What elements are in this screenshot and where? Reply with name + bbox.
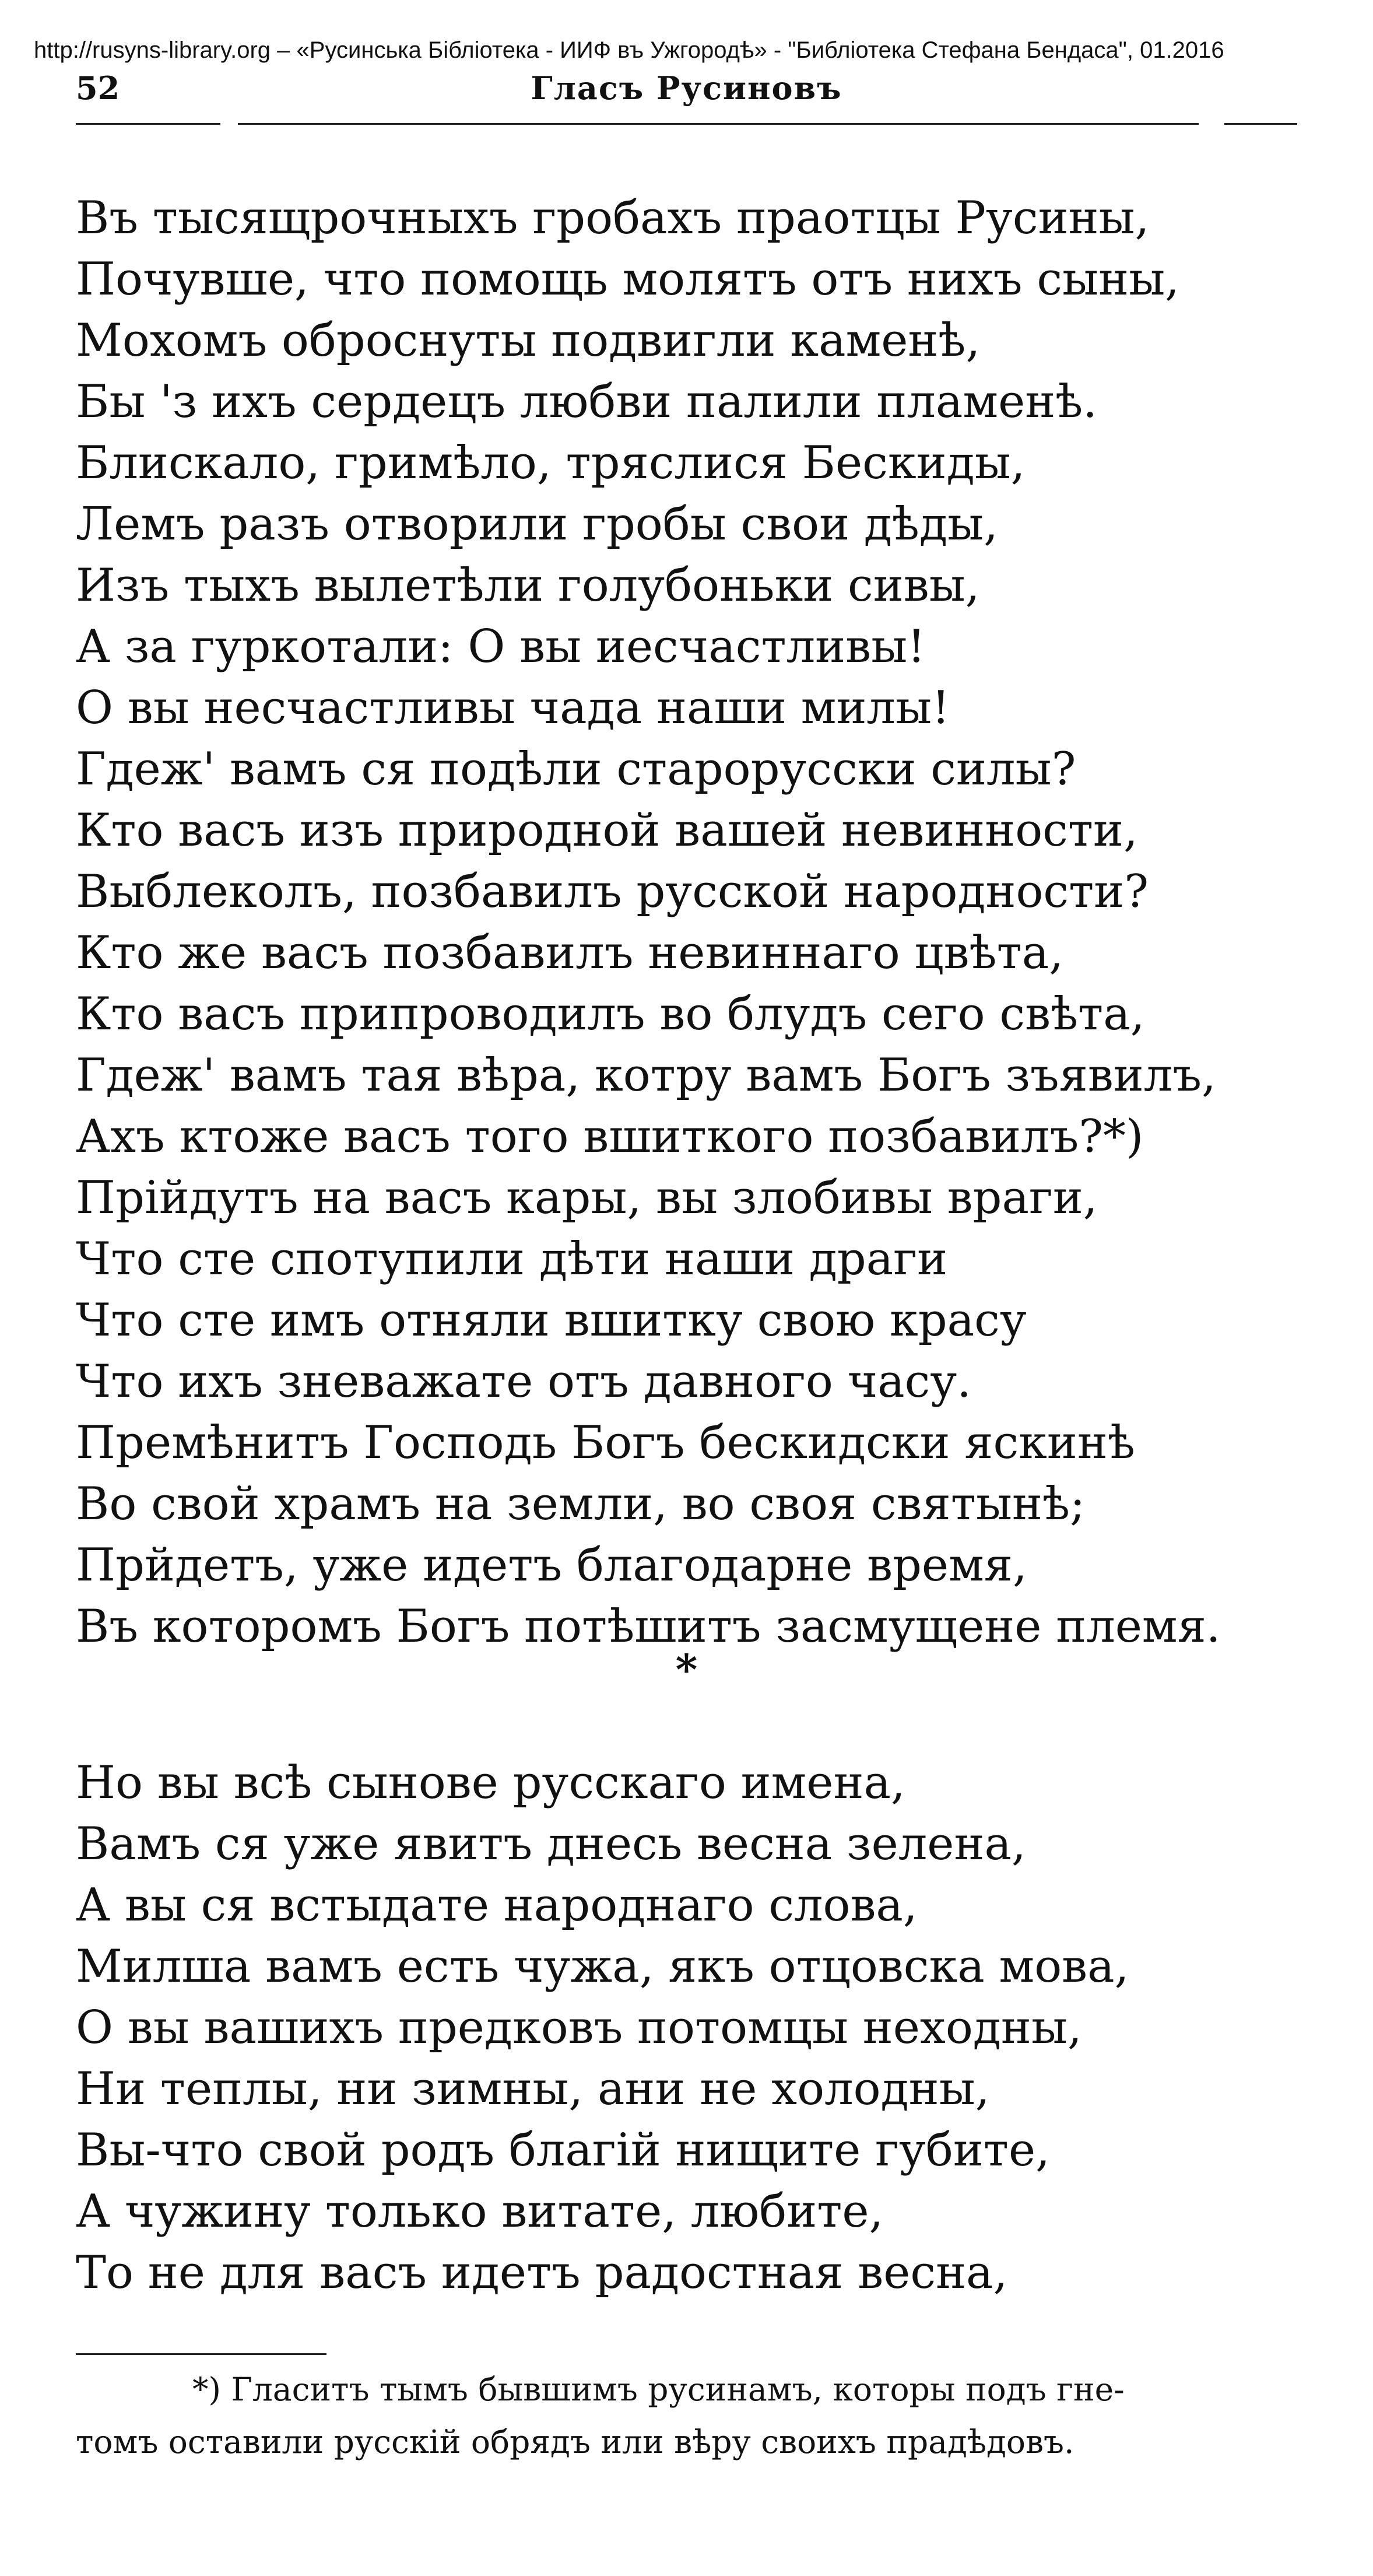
- verse-line: Мохомъ оброснуты подвигли каменѣ,: [76, 314, 981, 367]
- verse-line: А чужину только витате, любите,: [76, 2185, 884, 2238]
- verse-line: Изъ тыхъ вылетѣли голубоньки сивы,: [76, 559, 980, 612]
- verse-line: Премѣнитъ Господь Богъ бескидски яскинѣ: [76, 1417, 1135, 1469]
- verse-line: Въ тысящрочныхъ гробахъ праотцы Русины,: [76, 192, 1150, 244]
- verse-line: Гдеж' вамъ ся подѣли старорусски силы?: [76, 743, 1076, 795]
- verse-line: Блискало, гримѣло, тряслися Бескиды,: [76, 437, 1026, 489]
- running-title: Гласъ Русиновъ: [531, 69, 842, 107]
- footnote-rule: [76, 2353, 326, 2355]
- header-rule-center: [238, 123, 1199, 125]
- verse-line: Бы 'з ихъ сердецъ любви палили пламенѣ.: [76, 376, 1098, 428]
- stanza-separator: *: [675, 1645, 698, 1694]
- verse-line: Почувше, что помощь молятъ отъ нихъ сыны,: [76, 253, 1179, 306]
- verse-line: А вы ся встыдате народнаго слова,: [76, 1879, 918, 1932]
- verse-line: Милша вамъ есть чужа, якъ отцовска мова,: [76, 1940, 1129, 1993]
- verse-line: Ни теплы, ни зимны, ани не холодны,: [76, 2063, 990, 2115]
- verse-line: Прійдутъ на васъ кары, вы злобивы враги,: [76, 1172, 1098, 1224]
- footnote: [76, 2363, 1300, 2468]
- poem-stanza-1: [76, 188, 1300, 1657]
- verse-line: Лемъ разъ отворили гробы свои дѣды,: [76, 498, 998, 551]
- verse-line: Выблеколъ, позбавилъ русской народности?: [76, 865, 1149, 918]
- verse-line: Кто васъ изъ природной вашей невинности,: [76, 804, 1138, 857]
- page-number: 52: [76, 69, 120, 107]
- source-url-line: http://rusyns-library.org – «Русинська Бібліотека - ИИФ въ Ужгородѣ» - "Библіотека Стефана Бендаса", 01.2016: [34, 37, 1224, 63]
- verse-line: Кто васъ припроводилъ во блудъ сего свѣта,: [76, 988, 1145, 1040]
- verse-line: Что сте спотупили дѣти наши драги: [76, 1233, 948, 1285]
- verse-line: Кто же васъ позбавилъ невиннаго цвѣта,: [76, 927, 1064, 979]
- verse-line: Что сте имъ отняли вшитку свою красу: [76, 1294, 1027, 1347]
- verse-line: Ахъ ктоже васъ того вшиткого позбавилъ?*): [76, 1110, 1144, 1163]
- header-rule-left: [76, 123, 220, 125]
- verse-line: Что ихъ зневажате отъ давного часу.: [76, 1355, 972, 1408]
- verse-line: То не для васъ идетъ радостная весна,: [76, 2246, 1008, 2299]
- header-rule-right: [1224, 123, 1297, 125]
- verse-line: Вамъ ся уже явитъ днесь весна зелена,: [76, 1818, 1026, 1870]
- poem-stanza-2: [76, 1753, 1300, 2304]
- verse-line: Но вы всѣ сынове русскаго имена,: [76, 1757, 905, 1809]
- verse-line: Прйдетъ, уже идетъ благодарне время,: [76, 1539, 1027, 1592]
- verse-line: Гдеж' вамъ тая вѣра, котру вамъ Богъ зъявилъ,: [76, 1049, 1216, 1102]
- footnote-line: *) Гласитъ тымъ бывшимъ русинамъ, которы подъ гне-: [192, 2371, 1125, 2408]
- verse-line: Во свой храмъ на земли, во своя святынѣ;: [76, 1478, 1086, 1530]
- verse-line: О вы вашихъ предковъ потомцы неходны,: [76, 2002, 1082, 2054]
- footnote-line: томъ оставили русскій обрядъ или вѣру своихъ прадѣдовъ.: [76, 2423, 1074, 2461]
- verse-line: Въ которомъ Богъ потѣшитъ засмущене племя.: [76, 1600, 1221, 1653]
- verse-line: А за гуркотали: О вы иесчастливы!: [76, 621, 926, 673]
- verse-line: О вы несчастливы чада наши милы!: [76, 682, 950, 734]
- verse-line: Вы-что свой родъ благій нищите губите,: [76, 2124, 1050, 2177]
